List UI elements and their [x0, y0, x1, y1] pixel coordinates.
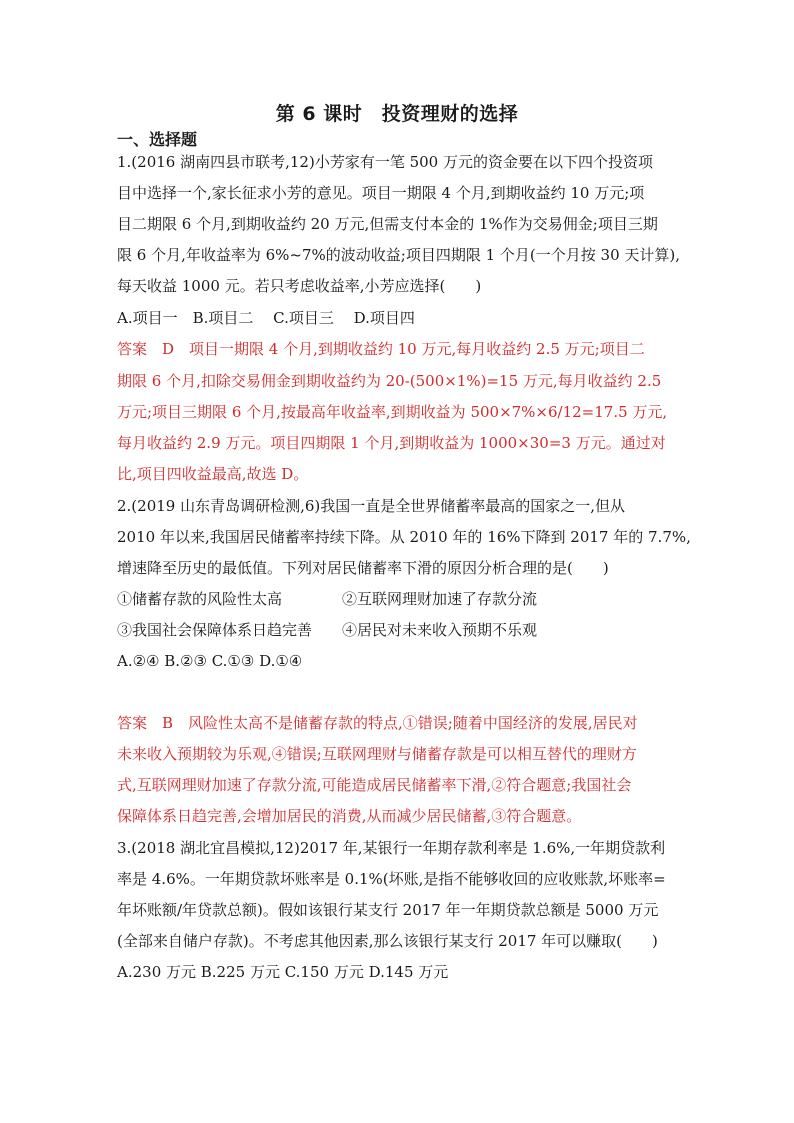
question-1-line: 目中选择一个,家长征求小芳的意见。项目一期限 4 个月,到期收益约 10 万元;项: [117, 184, 645, 202]
answer-2-line: 未来收入预期较为乐观,④错误;互联网理财与储蓄存款是可以相互替代的理财方: [117, 745, 637, 763]
question-1-options: A.项目一 B.项目二 C.项目三 D.项目四: [117, 309, 415, 327]
question-1-line: 目二期限 6 个月,到期收益约 20 万元,但需支付本金的 1%作为交易佣金;项目三期: [117, 215, 658, 233]
question-3-line: (全部来自储户存款)。不考虑其他因素,那么该银行某支行 2017 年可以赚取( ): [117, 932, 658, 950]
answer-1-line: 每月收益约 2.9 万元。项目四期限 1 个月,到期收益为 1000×30=3 万元。通过对: [117, 434, 666, 452]
question-2-item: ①储蓄存款的风险性太高 ②互联网理财加速了存款分流: [117, 590, 538, 608]
question-1-line: 1.(2016 湖南四县市联考,12)小芳家有一笔 500 万元的资金要在以下四个投资项: [117, 153, 653, 171]
answer-2-line: 式,互联网理财加速了存款分流,可能造成居民储蓄率下滑,②符合题意;我国社会: [117, 776, 632, 794]
question-1-line: 每天收益 1000 元。若只考虑收益率,小芳应选择( ): [117, 277, 482, 295]
answer-1-line: 比,项目四收益最高,故选 D。: [117, 465, 309, 483]
question-3-line: 年坏账额/年贷款总额)。假如该银行某支行 2017 年一年期贷款总额是 5000 万元: [117, 901, 659, 919]
question-2-line: 增速降至历史的最低值。下列对居民储蓄率下滑的原因分析合理的是( ): [117, 559, 609, 577]
answer-1-line: 期限 6 个月,扣除交易佣金到期收益约为 20-(500×1%)=15 万元,每月收益约 2.5: [117, 372, 662, 390]
page-title: 第 6 课时 投资理财的选择: [275, 103, 519, 125]
question-1-line: 限 6 个月,年收益率为 6%~7%的波动收益;项目四期限 1 个月(一个月按 30 天计算),: [117, 246, 681, 264]
question-2-line: 2.(2019 山东青岛调研检测,6)我国一直是全世界储蓄率最高的国家之一,但从: [117, 497, 626, 515]
question-2-line: 2010 年以来,我国居民储蓄率持续下降。从 2010 年的 16%下降到 2017 年的 7.7%,: [117, 528, 691, 546]
question-2-item: ③我国社会保障体系日趋完善 ④居民对未来收入预期不乐观: [117, 621, 538, 639]
answer-1-line: 答案 D 项目一期限 4 个月,到期收益约 10 万元,每月收益约 2.5 万元;项目二: [117, 340, 645, 358]
question-2-options: A.②④ B.②③ C.①③ D.①④: [117, 652, 303, 670]
question-3-options: A.230 万元 B.225 万元 C.150 万元 D.145 万元: [117, 963, 449, 981]
section-heading: 一、选择题: [117, 130, 198, 149]
answer-2-line: 保障体系日趋完善,会增加居民的消费,从而减少居民储蓄,③符合题意。: [117, 807, 582, 825]
question-3-line: 3.(2018 湖北宜昌模拟,12)2017 年,某银行一年期存款利率是 1.6%,一年期贷款利: [117, 839, 666, 857]
answer-2-line: 答案 B 风险性太高不是储蓄存款的特点,①错误;随着中国经济的发展,居民对: [117, 714, 638, 732]
answer-1-line: 万元;项目三期限 6 个月,按最高年收益率,到期收益为 500×7%×6/12=17.5 万元,: [117, 403, 668, 421]
question-3-line: 率是 4.6%。一年期贷款坏账率是 0.1%(坏账,是指不能够收回的应收账款,坏账率=: [117, 870, 666, 888]
